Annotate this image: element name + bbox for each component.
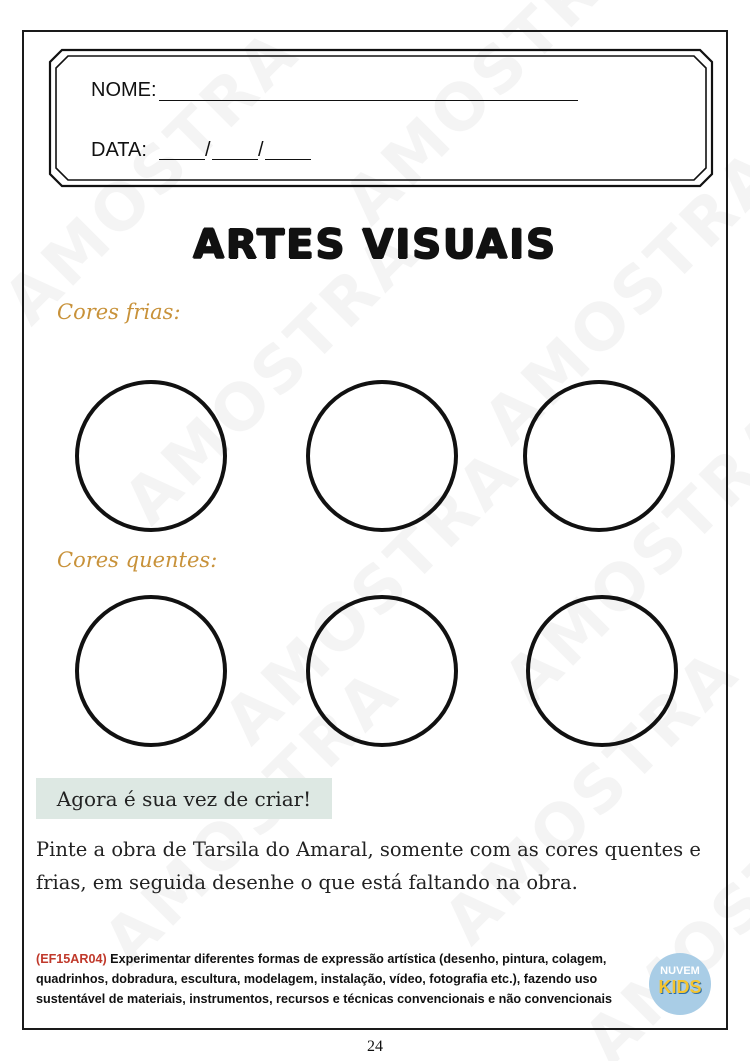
page-number: 24	[367, 1038, 383, 1055]
logo-text-top: NUVEM	[660, 965, 700, 977]
instruction-text: Pinte a obra de Tarsila do Amaral, somente com as cores quentes e frias, em seguida desenhe o que está faltando na obra.	[36, 838, 701, 894]
name-line[interactable]	[159, 100, 578, 101]
bncc-code: (EF15AR04)	[36, 952, 107, 966]
warm-color-circle[interactable]	[75, 595, 227, 747]
warm-color-circle[interactable]	[526, 595, 678, 747]
bncc-description: Experimentar diferentes formas de expressão artística (desenho, pintura, colagem, quadrinhos, dobradura, escultura, modelagem, instalação, vídeo, fotografia etc.), fazendo uso sustentável de materiais, instrumentos, recursos e técnicas convencionais e não convencionais	[36, 952, 613, 1006]
cold-color-circle[interactable]	[523, 380, 675, 532]
cold-color-circle[interactable]	[75, 380, 227, 532]
date-month-line[interactable]	[212, 159, 258, 160]
cold-colors-label: Cores frias:	[57, 300, 181, 324]
date-year-line[interactable]	[265, 159, 311, 160]
date-day-line[interactable]	[159, 159, 205, 160]
date-label: DATA:	[91, 139, 147, 161]
nuvem-kids-logo	[649, 953, 711, 1015]
name-label: NOME:	[91, 79, 157, 101]
date-separator: /	[205, 139, 211, 161]
header-box	[48, 48, 714, 188]
banner-text: Agora é sua vez de criar!	[56, 786, 312, 811]
warm-colors-label: Cores quentes:	[57, 548, 218, 572]
page-title: ARTES VISUAIS	[193, 222, 557, 268]
bncc-skill	[36, 949, 642, 1009]
logo-text-bottom: KIDS	[658, 977, 702, 997]
warm-color-circle[interactable]	[306, 595, 458, 747]
date-separator: /	[258, 139, 264, 161]
header-frame	[48, 48, 714, 188]
activity-banner	[36, 778, 332, 819]
cold-color-circle[interactable]	[306, 380, 458, 532]
